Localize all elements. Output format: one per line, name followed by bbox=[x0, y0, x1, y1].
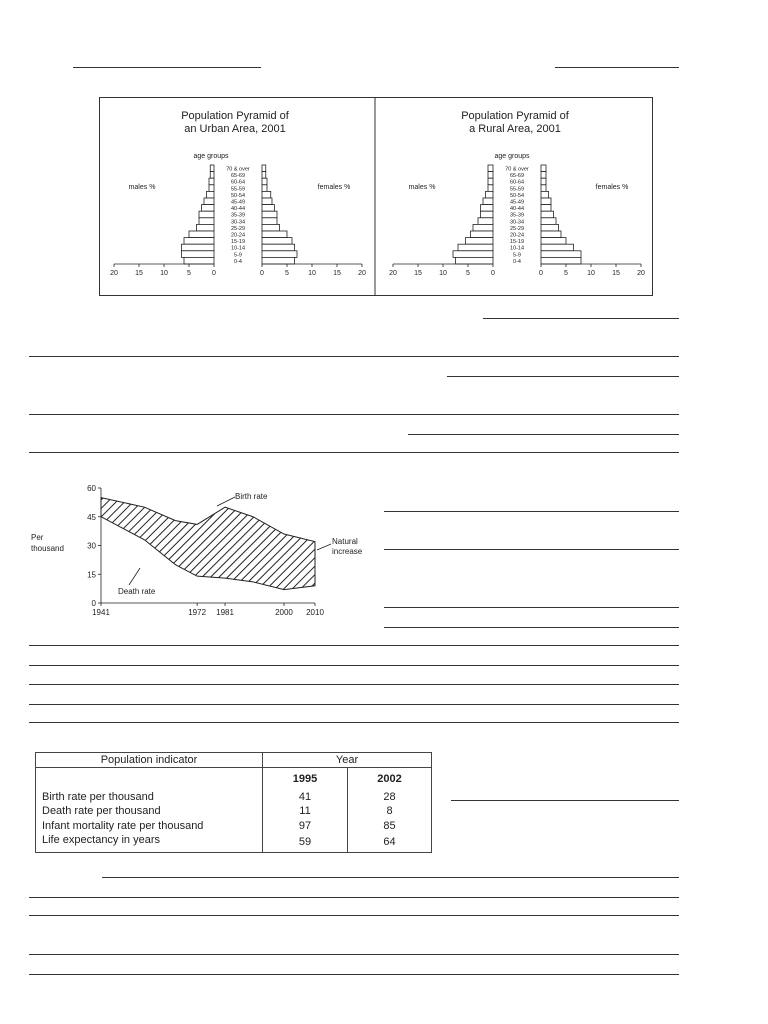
male-bar bbox=[478, 218, 493, 225]
male-bar bbox=[184, 238, 214, 245]
answer-line bbox=[451, 800, 679, 801]
y-tick-label: 0 bbox=[91, 599, 96, 608]
female-bar bbox=[541, 198, 551, 205]
answer-line bbox=[29, 452, 679, 453]
male-bar bbox=[453, 251, 493, 258]
x-tick-label: 2000 bbox=[275, 608, 293, 617]
age-group-label: 5-9 bbox=[234, 252, 242, 259]
male-bar bbox=[210, 172, 214, 179]
tick-label: 15 bbox=[135, 270, 143, 277]
x-tick-label: 1972 bbox=[188, 608, 207, 617]
male-bar bbox=[207, 191, 215, 198]
female-bar bbox=[541, 238, 566, 245]
header-year: Year bbox=[263, 753, 432, 768]
male-bar bbox=[486, 191, 494, 198]
age-group-label: 65-69 bbox=[509, 173, 525, 180]
answer-line bbox=[102, 877, 679, 878]
age-group-label: 65-69 bbox=[230, 173, 246, 180]
female-bar bbox=[262, 224, 280, 231]
header-indicator: Population indicator bbox=[36, 753, 263, 768]
male-bar bbox=[182, 251, 215, 258]
female-bar bbox=[262, 178, 267, 185]
age-group-label: 15-19 bbox=[509, 239, 525, 246]
natural-increase-area bbox=[101, 498, 315, 590]
answer-line bbox=[29, 915, 679, 916]
answer-line bbox=[408, 434, 679, 435]
age-group-label: 20-24 bbox=[509, 232, 525, 239]
female-bar bbox=[541, 165, 546, 172]
female-bar bbox=[541, 191, 549, 198]
female-bar bbox=[262, 238, 292, 245]
population-indicator-table bbox=[35, 752, 432, 853]
age-group-label: 30-34 bbox=[509, 219, 525, 226]
rural-title-2: a Rural Area, 2001 bbox=[469, 123, 561, 135]
tick-label: 15 bbox=[333, 270, 341, 277]
age-group-label: 40-44 bbox=[509, 206, 525, 213]
answer-line bbox=[384, 511, 679, 512]
male-bar bbox=[456, 257, 494, 264]
age-group-label: 60-64 bbox=[509, 179, 525, 186]
age-group-label: 10-14 bbox=[230, 245, 246, 252]
urban-females-label: females % bbox=[317, 184, 351, 191]
female-bar bbox=[262, 251, 297, 258]
birth-death-rate-chart bbox=[29, 478, 379, 628]
tick-label: 0 bbox=[212, 270, 216, 277]
age-group-label: 0-4 bbox=[513, 258, 521, 265]
rural-title-1: Population Pyramid of bbox=[461, 110, 569, 122]
rural-pyramid bbox=[389, 165, 645, 277]
x-tick-label: 1941 bbox=[92, 608, 110, 617]
male-bar bbox=[210, 165, 214, 172]
answer-line bbox=[29, 684, 679, 685]
female-bar bbox=[262, 211, 277, 218]
answer-line bbox=[447, 376, 679, 377]
answer-line bbox=[29, 356, 679, 357]
female-bar bbox=[541, 231, 561, 238]
tick-label: 0 bbox=[491, 270, 495, 277]
tick-label: 15 bbox=[414, 270, 422, 277]
tick-label: 5 bbox=[285, 270, 289, 277]
y-axis-label-2: thousand bbox=[31, 544, 64, 553]
age-group-label: 20-24 bbox=[230, 232, 246, 239]
y-tick-label: 30 bbox=[87, 541, 96, 551]
answer-line bbox=[29, 704, 679, 705]
female-bar bbox=[541, 185, 546, 192]
female-bar bbox=[262, 191, 271, 198]
tick-label: 10 bbox=[160, 270, 168, 277]
tick-label: 15 bbox=[612, 270, 620, 277]
male-bar bbox=[209, 178, 214, 185]
male-bar bbox=[199, 211, 214, 218]
male-bar bbox=[481, 211, 494, 218]
female-bar bbox=[541, 224, 559, 231]
tick-label: 20 bbox=[389, 270, 397, 277]
y-axis-label-1: Per bbox=[31, 533, 44, 542]
age-group-label: 25-29 bbox=[509, 225, 525, 232]
answer-line bbox=[555, 67, 679, 68]
male-bar bbox=[182, 244, 215, 251]
male-bar bbox=[471, 231, 494, 238]
age-group-label: 60-64 bbox=[230, 179, 246, 186]
tick-label: 5 bbox=[564, 270, 568, 277]
tick-label: 20 bbox=[637, 270, 645, 277]
table-row: Life expectancy in years 59 64 bbox=[36, 833, 432, 853]
male-bar bbox=[488, 165, 493, 172]
answer-line bbox=[384, 549, 679, 550]
table-row: Birth rate per thousand 41 28 bbox=[36, 790, 432, 804]
birth-rate-label: Birth rate bbox=[235, 492, 268, 501]
y-tick-label: 60 bbox=[87, 484, 96, 493]
tick-label: 20 bbox=[358, 270, 366, 277]
female-bar bbox=[541, 211, 554, 218]
age-group-label: 50-54 bbox=[230, 192, 246, 199]
age-group-label: 35-39 bbox=[230, 212, 246, 219]
urban-title-1: Population Pyramid of bbox=[181, 110, 289, 122]
male-bar bbox=[488, 185, 493, 192]
female-bar bbox=[262, 198, 272, 205]
pyramids-figure bbox=[99, 97, 653, 296]
male-bar bbox=[204, 198, 214, 205]
table-row: Death rate per thousand 11 8 bbox=[36, 804, 432, 818]
female-bar bbox=[262, 165, 266, 172]
tick-label: 20 bbox=[110, 270, 118, 277]
female-bar bbox=[262, 218, 277, 225]
answer-line bbox=[29, 954, 679, 955]
natural-increase-label-2: increase bbox=[332, 547, 363, 556]
answer-line bbox=[29, 645, 679, 646]
urban-males-label: males % bbox=[128, 184, 156, 191]
table-row: Infant mortality rate per thousand 97 85 bbox=[36, 819, 432, 833]
urban-age-groups-label: age groups bbox=[193, 153, 229, 160]
tick-label: 5 bbox=[187, 270, 191, 277]
male-bar bbox=[481, 205, 494, 212]
year-1995: 1995 bbox=[263, 768, 348, 791]
female-bar bbox=[541, 251, 581, 258]
year-2002: 2002 bbox=[377, 773, 402, 785]
female-bar bbox=[262, 244, 295, 251]
age-group-label: 25-29 bbox=[230, 225, 246, 232]
age-group-label: 55-59 bbox=[509, 186, 525, 193]
answer-line bbox=[29, 414, 679, 415]
rural-males-label: males % bbox=[408, 184, 436, 191]
female-bar bbox=[541, 205, 551, 212]
tick-label: 5 bbox=[466, 270, 470, 277]
age-group-label: 45-49 bbox=[230, 199, 246, 206]
female-bar bbox=[262, 185, 267, 192]
urban-pyramid bbox=[110, 165, 366, 277]
x-tick-label: 1981 bbox=[216, 608, 234, 617]
x-tick-label: 2010 bbox=[306, 608, 324, 617]
natural-increase-label-1: Natural bbox=[332, 537, 358, 546]
age-group-label: 35-39 bbox=[509, 212, 525, 219]
tick-label: 10 bbox=[439, 270, 447, 277]
tick-label: 10 bbox=[308, 270, 316, 277]
rural-females-label: females % bbox=[595, 184, 629, 191]
answer-line bbox=[73, 67, 261, 68]
age-group-label: 55-59 bbox=[230, 186, 246, 193]
answer-line bbox=[483, 318, 679, 319]
male-bar bbox=[488, 178, 493, 185]
female-bar bbox=[541, 218, 556, 225]
death-rate-label: Death rate bbox=[118, 587, 156, 596]
pyramids-svg bbox=[100, 98, 652, 295]
tick-label: 0 bbox=[260, 270, 264, 277]
y-tick-label: 15 bbox=[87, 570, 96, 580]
female-bar bbox=[262, 172, 266, 179]
female-bar bbox=[262, 205, 275, 212]
y-tick-label: 45 bbox=[87, 512, 96, 522]
male-bar bbox=[466, 238, 494, 245]
urban-title-2: an Urban Area, 2001 bbox=[184, 123, 286, 135]
male-bar bbox=[458, 244, 493, 251]
age-group-label: 40-44 bbox=[230, 206, 246, 213]
tick-label: 10 bbox=[587, 270, 595, 277]
age-group-label: 5-9 bbox=[513, 252, 521, 259]
age-group-label: 70 & over bbox=[505, 166, 529, 173]
answer-line bbox=[384, 627, 679, 628]
male-bar bbox=[473, 224, 493, 231]
male-bar bbox=[184, 257, 214, 264]
age-group-label: 30-34 bbox=[230, 219, 246, 226]
male-bar bbox=[199, 218, 214, 225]
tick-label: 0 bbox=[539, 270, 543, 277]
female-bar bbox=[541, 257, 581, 264]
rural-age-groups-label: age groups bbox=[494, 153, 530, 160]
age-group-label: 70 & over bbox=[226, 166, 250, 173]
male-bar bbox=[483, 198, 493, 205]
age-group-label: 15-19 bbox=[230, 239, 246, 246]
male-bar bbox=[197, 224, 215, 231]
female-bar bbox=[541, 172, 546, 179]
male-bar bbox=[189, 231, 214, 238]
answer-line bbox=[384, 607, 679, 608]
age-group-label: 50-54 bbox=[509, 192, 525, 199]
female-bar bbox=[262, 257, 295, 264]
male-bar bbox=[488, 172, 493, 179]
age-group-label: 10-14 bbox=[509, 245, 525, 252]
answer-line bbox=[29, 665, 679, 666]
female-bar bbox=[541, 244, 574, 251]
male-bar bbox=[209, 185, 214, 192]
answer-line bbox=[29, 897, 679, 898]
answer-line bbox=[29, 974, 679, 975]
female-bar bbox=[262, 231, 287, 238]
age-group-label: 0-4 bbox=[234, 258, 242, 265]
male-bar bbox=[202, 205, 215, 212]
answer-line bbox=[29, 722, 679, 723]
female-bar bbox=[541, 178, 546, 185]
age-group-label: 45-49 bbox=[509, 199, 525, 206]
